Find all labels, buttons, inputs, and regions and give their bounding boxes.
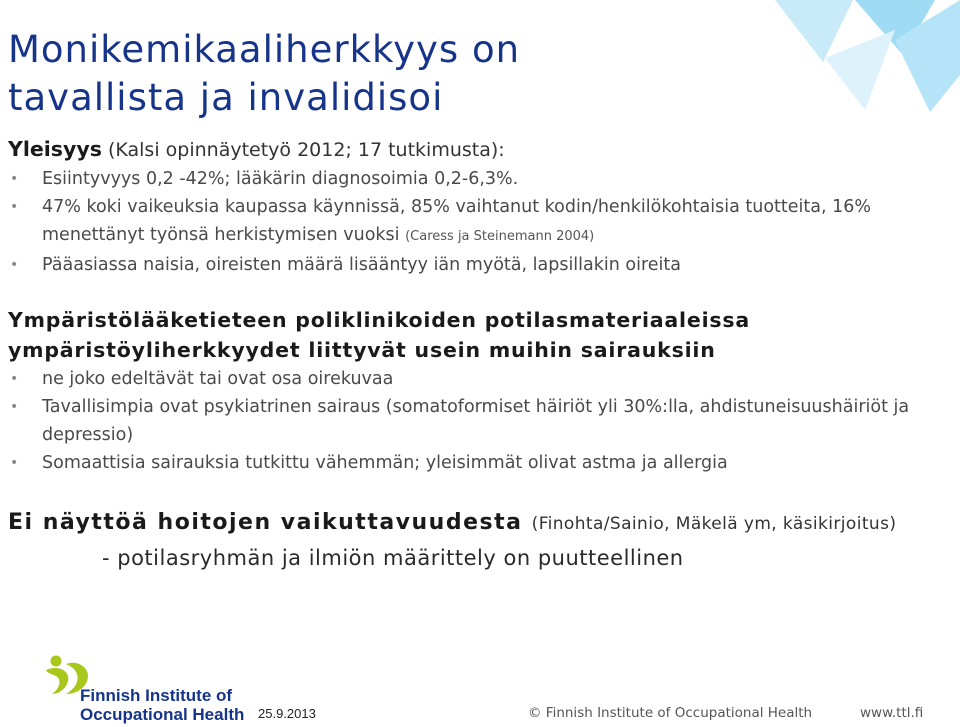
section1-list — [8, 165, 953, 279]
bullet-text: Tavallisimpia ovat psykiatrinen sairaus (somatoformiset häiriöt yli 30%:lla, ahdistuneisuushäiriöt ja depressio) — [42, 397, 910, 445]
section2-heading-line-2: ympäristöyliherkkyydet liittyvät usein muihin sairauksiin — [8, 338, 716, 362]
list-item — [8, 251, 953, 279]
footer-website-link[interactable]: www.ttl.fi — [860, 705, 924, 721]
section2-list — [8, 365, 953, 477]
section2-heading-line-1: Ympäristölääketieteen poliklinikoiden potilasmateriaaleissa — [8, 308, 751, 332]
section1-heading — [8, 134, 953, 165]
section1-heading-rest: (Kalsi opinnäytetyö 2012; 17 tutkimusta): — [101, 139, 505, 161]
section3-heading — [8, 505, 953, 542]
list-item — [8, 449, 953, 477]
footer-date: 25.9.2013 — [258, 706, 316, 721]
list-item — [8, 365, 953, 393]
corner-decoration — [745, 0, 960, 120]
footer-copyright: © Finnish Institute of Occupational Health — [528, 705, 813, 721]
section1-heading-bold: Yleisyys — [8, 137, 102, 161]
title-line-2: tavallista ja invalidisoi — [8, 76, 444, 119]
citation: (Caress ja Steinemann 2004) — [405, 229, 595, 244]
slide-title — [8, 26, 520, 122]
slide-content — [8, 134, 953, 574]
footer — [0, 650, 960, 727]
bullet-text: 47% koki vaikeuksia kaupassa käynnissä, 85% vaihtanut kodin/henkilökohtaisia tuotteita, 16% menettänyt työnsä herkistymisen vuoksi — [42, 197, 871, 245]
bullet-text: Pääasiassa naisia, oireisten määrä lisääntyy iän myötä, lapsillakin oireita — [42, 255, 681, 275]
bullet-text: Somaattisia sairauksia tutkittu vähemmän; yleisimmät olivat astma ja allergia — [42, 453, 728, 473]
list-item — [8, 193, 953, 251]
bullet-text: ne joko edeltävät tai ovat osa oirekuvaa — [42, 369, 394, 389]
list-item — [8, 165, 953, 193]
list-item — [8, 393, 953, 449]
section3-heading-bold: Ei näyttöä hoitojen vaikuttavuudesta — [8, 510, 523, 535]
bullet-text: Esiintyvyys 0,2 -42%; lääkärin diagnosoimia 0,2-6,3%. — [42, 169, 519, 189]
section3-citation: (Finohta/Sainio, Mäkelä ym, käsikirjoitus) — [531, 514, 897, 534]
logo-text — [80, 686, 244, 724]
title-line-1: Monikemikaaliherkkyys on — [8, 28, 521, 71]
section2-heading — [8, 305, 953, 365]
logo-line-2: Occupational Health — [80, 705, 245, 724]
logo-line-1: Finnish Institute of — [80, 686, 233, 705]
section3-subline: - potilasryhmän ja ilmiön määrittely on puutteellinen — [102, 546, 684, 570]
